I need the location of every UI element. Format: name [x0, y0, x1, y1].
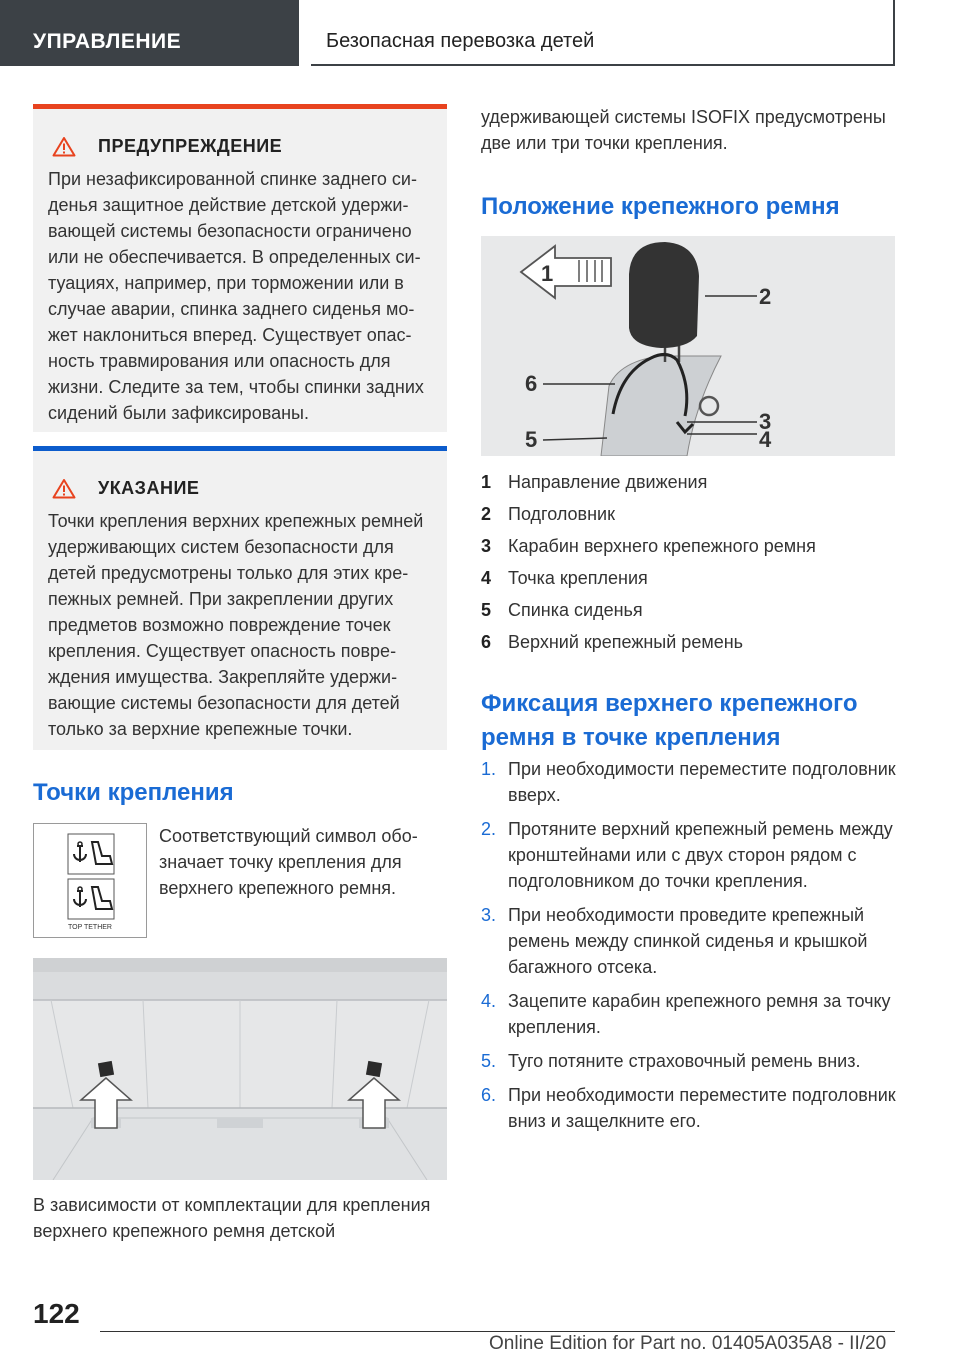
- trunk-anchor-illustration: [33, 958, 447, 1180]
- diagram-legend: [481, 466, 901, 658]
- step-text: При необходимости переместите подголовник вниз и защелкните его.: [508, 1085, 896, 1131]
- legend-number: 6: [481, 631, 492, 652]
- step-number: 1.: [481, 759, 497, 779]
- header-section-tab: [0, 0, 299, 66]
- notice-text: Точки крепления верхних крепежных ремней удерживающих систем безопасности для детей предусмотрены только для этих крепежных ремней. При закреплении других предметов возможно повреждение точек крепления. Существует опасность повреждения имущества. Закрепляйте удерживающие системы безопасности для детей только за верхние крепежные точки.: [48, 511, 424, 739]
- page-number: 122: [33, 1298, 80, 1329]
- notice-title-row: [48, 474, 434, 502]
- top-tether-symbol: [33, 823, 147, 938]
- callout-5: 5: [525, 427, 538, 452]
- step-item: [481, 1082, 901, 1134]
- step-number: 6.: [481, 1085, 497, 1105]
- legend-item: [481, 498, 901, 530]
- step-text: При необходимости проведите крепежный ремень между спинкой сиденья и крышкой багажного отсека.: [508, 905, 868, 977]
- footer-divider: [100, 1331, 895, 1332]
- legend-number: 3: [481, 535, 492, 556]
- fix-steps-list: [481, 756, 901, 1142]
- legend-item: [481, 530, 901, 562]
- top-tether-label: TOP TETHER: [68, 924, 112, 931]
- step-text: Зацепите карабин крепежного ремня за точку крепления.: [508, 991, 891, 1037]
- header-section-label: УПРАВЛЕНИЕ: [33, 30, 182, 53]
- step-item: [481, 1048, 901, 1074]
- legend-number: 1: [481, 471, 492, 492]
- notice-title: УКАЗАНИЕ: [98, 477, 200, 498]
- step-number: 2.: [481, 819, 497, 839]
- footer-edition: Online Edition for Part no. 01405A035A8 - II/20: [489, 1333, 887, 1354]
- callout-4: 4: [759, 427, 772, 452]
- legend-label: Направление движения: [508, 471, 708, 492]
- fix-section-heading: Фиксация верхнего крепежного ремня в точке крепления: [481, 690, 858, 751]
- step-item: [481, 756, 901, 808]
- warning-box: [33, 104, 447, 432]
- step-text: Туго потяните страховочный ремень вниз.: [508, 1051, 861, 1071]
- position-section-heading: Положение крепежного ремня: [481, 193, 840, 220]
- callout-6: 6: [525, 371, 538, 396]
- legend-label: Верхний крепежный ремень: [508, 631, 744, 652]
- legend-label: Точка крепления: [508, 567, 648, 588]
- callout-2: 2: [759, 284, 772, 309]
- legend-item: [481, 626, 901, 658]
- child-seat-anchor-icon: [34, 824, 146, 924]
- warning-title-row: [48, 132, 434, 160]
- step-text: Протяните верхний крепежный ремень между кронштейнами или с двух сторон рядом с подголовником до точки крепления.: [508, 819, 893, 891]
- anchor-section-heading: Точки крепления: [33, 779, 234, 806]
- legend-item: [481, 594, 901, 626]
- warning-triangle-icon: [52, 478, 76, 499]
- legend-item: [481, 466, 901, 498]
- legend-number: 2: [481, 503, 492, 524]
- step-number: 3.: [481, 905, 497, 925]
- warning-triangle-icon: [52, 136, 76, 157]
- step-number: 5.: [481, 1051, 497, 1071]
- header-chapter-tab: [311, 0, 895, 66]
- callout-3: 3: [759, 409, 772, 434]
- legend-item: [481, 562, 901, 594]
- legend-label: Подголовник: [508, 503, 615, 524]
- tether-position-diagram: [481, 236, 895, 456]
- warning-text: При незафиксированной спинке заднего сиденья защитное действие детской удерживающей системы безопасности ограничено или не обеспечивается. В определенных ситуациях, например, при торможении или в случае аварии, спинка заднего сиденья может наклониться вперед. Существует опасность травмирования или опасность для жизни. Следите за тем, чтобы спинки задних сидений были зафиксированы.: [48, 169, 424, 423]
- legend-label: Карабин верхнего крепежного ремня: [508, 535, 816, 556]
- warning-title: ПРЕДУПРЕЖДЕНИЕ: [98, 135, 283, 156]
- isofix-intro-text: удерживающей системы ISOFIX предусмотрены две или три точки крепления.: [481, 107, 886, 153]
- step-number: 4.: [481, 991, 497, 1011]
- step-item: [481, 988, 901, 1040]
- step-item: [481, 902, 901, 980]
- notice-box: [33, 446, 447, 750]
- step-text: При необходимости переместите подголовник вверх.: [508, 759, 896, 805]
- anchor-caption: В зависимости от комплектации для крепления верхнего крепежного ремня детской: [33, 1195, 431, 1241]
- symbol-description: Соответствующий символ обозначает точку крепления для верхнего крепежного ремня.: [159, 826, 418, 898]
- legend-label: Спинка сиденья: [508, 599, 643, 620]
- callout-1: 1: [541, 261, 554, 286]
- legend-number: 4: [481, 567, 492, 588]
- step-item: [481, 816, 901, 894]
- legend-number: 5: [481, 599, 492, 620]
- header-chapter-label: Безопасная перевозка детей: [326, 30, 595, 52]
